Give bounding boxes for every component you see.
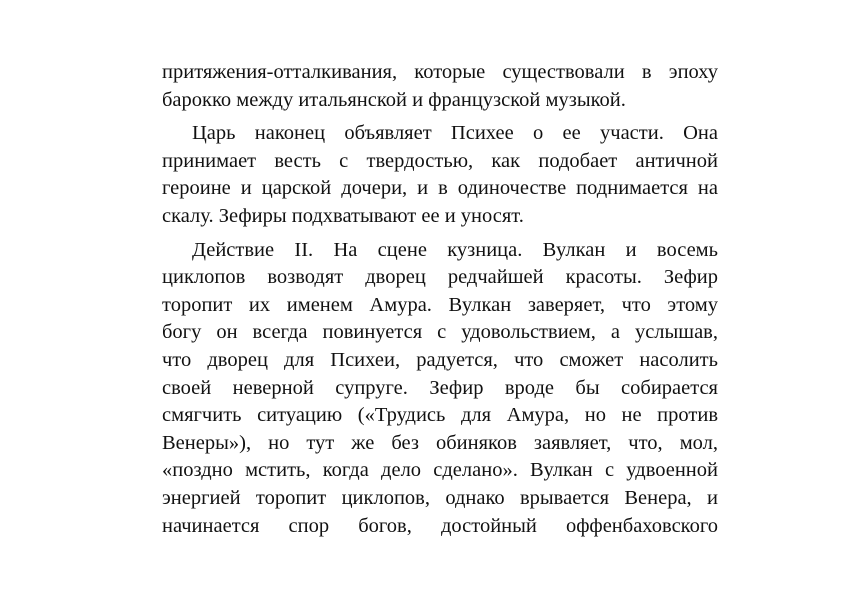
text-line: «поздно мстить, когда дело сделано». Вулкан с удвоенной xyxy=(162,459,718,482)
text-line: богу он всегда повинуется с удовольствием, а услышав, xyxy=(162,321,718,344)
paragraph-2 xyxy=(162,120,718,230)
text-line: Венеры»), но тут же без обиняков заявляет, что, мол, xyxy=(162,431,718,454)
text-line: героине и царской дочери, и в одиночестве поднимается на xyxy=(162,177,718,200)
text-line: энергией торопит циклопов, однако врывается Венера, и xyxy=(162,486,718,509)
paragraph-3 xyxy=(162,237,718,541)
paragraph-1 xyxy=(162,59,718,114)
text-line: скалу. Зефиры подхватывают ее и уносят. xyxy=(162,204,524,227)
text-line: циклопов возводят дворец редчайшей красоты. Зефир xyxy=(162,266,718,289)
text-line: смягчить ситуацию («Трудись для Амура, но не против xyxy=(162,404,718,427)
text-line: Царь наконец объявляет Психее о ее участи. Она xyxy=(192,122,718,145)
text-line: своей неверной супруге. Зефир вроде бы собирается xyxy=(162,376,718,399)
body-text xyxy=(162,59,718,540)
text-line: Действие II. На сцене кузница. Вулкан и восемь xyxy=(192,238,718,261)
text-line: что дворец для Психеи, радуется, что сможет насолить xyxy=(162,348,718,371)
text-line: барокко между итальянской и французской музыкой. xyxy=(162,88,626,111)
text-line: принимает весть с твердостью, как подобает античной xyxy=(162,149,718,172)
text-line: торопит их именем Амура. Вулкан заверяет, что этому xyxy=(162,293,718,316)
text-line: начинается спор богов, достойный оффенбаховского xyxy=(162,514,718,537)
text-line: притяжения-отталкивания, которые существовали в эпоху xyxy=(162,61,718,83)
